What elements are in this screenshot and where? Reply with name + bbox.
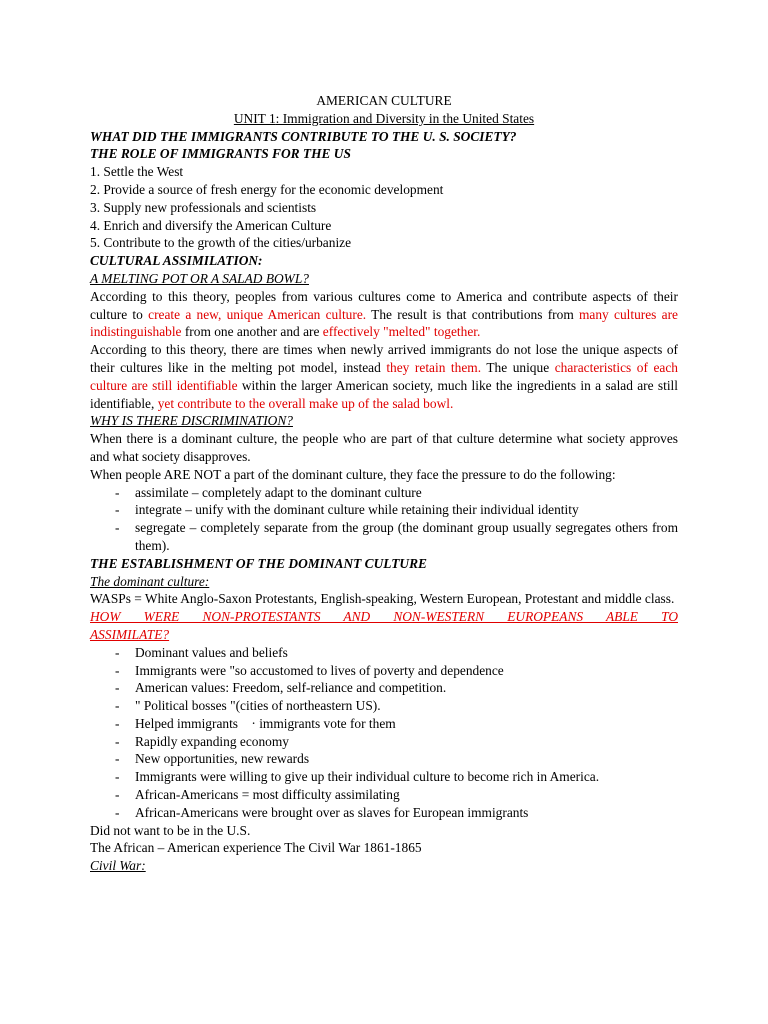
role-item: 5. Contribute to the growth of the cities/urbanize <box>90 235 352 251</box>
dash-bullet: - <box>115 484 120 500</box>
highlight-text: they retain them. <box>386 359 482 375</box>
list-item-text: assimilate – completely adapt to the dominant culture <box>135 484 422 500</box>
list-item-text: African-Americans = most difficulty assimilating <box>135 787 400 803</box>
document-subtitle <box>90 110 678 128</box>
role-item: 4. Enrich and diversify the American Culture <box>90 217 332 233</box>
paragraph-pressure: When people ARE NOT a part of the dominant culture, they face the pressure to do the following: <box>90 466 616 482</box>
list-item <box>90 697 678 715</box>
list-item-text: Immigrants were willing to give up their individual culture to become rich in America. <box>135 769 600 785</box>
dash-bullet: - <box>115 644 120 660</box>
line-did-not-want: Did not want to be in the U.S. <box>90 822 251 838</box>
dash-bullet: - <box>115 715 120 731</box>
highlight-text: effectively "melted" together. <box>322 324 481 340</box>
list-item <box>90 786 678 804</box>
role-item: 1. Settle the West <box>90 164 184 180</box>
highlight-text: characteristics of each culture are still identifiable <box>90 359 679 393</box>
list-item-text: American values: Freedom, self-reliance and competition. <box>135 680 447 696</box>
text-run: According to this theory, there are times when newly arrived immigrants do not lose the unique aspects of their cultures like in the melting pot model, instead <box>90 342 678 375</box>
line-experience: The African – American experience The Civil War 1861-1865 <box>90 840 422 856</box>
dash-bullet: - <box>115 502 120 518</box>
heading-contribute: WHAT DID THE IMMIGRANTS CONTRIBUTE TO THE U. S. SOCIETY? <box>90 128 517 144</box>
dash-bullet: - <box>115 751 120 767</box>
list-item <box>90 715 678 733</box>
dash-bullet: - <box>115 662 120 678</box>
document-page <box>90 92 678 875</box>
list-item-text: " Political bosses "(cities of northeastern US). <box>135 698 381 714</box>
pressure-list <box>90 484 678 555</box>
list-item-text: Helped immigrants · immigrants vote for them <box>135 715 396 731</box>
dash-bullet: - <box>115 520 120 536</box>
paragraph-dominant: When there is a dominant culture, the people who are part of that culture determine what society approves and what society disapproves. <box>90 431 678 464</box>
text-run: The result is that contributions from <box>366 306 579 322</box>
dash-bullet: - <box>115 769 120 785</box>
role-item: 3. Supply new professionals and scientists <box>90 199 317 215</box>
list-item-text: African-Americans were brought over as slaves for European immigrants <box>135 804 529 820</box>
heading-melting-pot: A MELTING POT OR A SALAD BOWL? <box>90 270 309 286</box>
text-run: from one another and are <box>181 324 323 340</box>
list-item <box>90 484 678 502</box>
dash-bullet: - <box>115 698 120 714</box>
list-item <box>90 519 678 555</box>
unit-topic: : Immigration and Diversity in the United States <box>275 110 535 126</box>
list-item-text: Dominant values and beliefs <box>135 644 288 660</box>
list-item <box>90 662 678 680</box>
heading-discrimination: WHY IS THERE DISCRIMINATION? <box>90 413 293 429</box>
heading-civil-war: Civil War: <box>90 858 146 874</box>
text-run: within the larger American society, much like the ingredients in a salad are still identifiable, <box>90 377 678 411</box>
paragraph-melting-pot <box>90 288 678 341</box>
heading-role: THE ROLE OF IMMIGRANTS FOR THE US <box>90 146 351 162</box>
list-item-text: segregate – completely separate from the group (the dominant group usually segregates others from them). <box>135 520 678 553</box>
text-run: The unique <box>481 359 555 375</box>
heading-assimilation: CULTURAL ASSIMILATION: <box>90 253 263 269</box>
heading-establishment: THE ESTABLISHMENT OF THE DOMINANT CULTURE <box>90 555 427 571</box>
unit-label: UNIT 1 <box>233 110 276 126</box>
list-item <box>90 644 678 662</box>
list-item-text: Rapidly expanding economy <box>135 733 289 749</box>
dash-bullet: - <box>115 733 120 749</box>
highlight-text: yet contribute to the overall make up of the salad bowl. <box>157 395 454 411</box>
dash-bullet: - <box>115 804 120 820</box>
heading-how-assimilate-cont: ASSIMILATE? <box>90 626 170 642</box>
document-title: AMERICAN CULTURE <box>316 93 452 108</box>
list-item <box>90 733 678 751</box>
list-item <box>90 768 678 786</box>
label-dominant-culture: The dominant culture: <box>90 573 210 589</box>
highlight-text: many cultures are indistinguishable <box>90 306 679 340</box>
list-item <box>90 679 678 697</box>
list-item-text: integrate – unify with the dominant culture while retaining their individual identity <box>135 502 579 518</box>
factor-list <box>90 644 678 822</box>
list-item-text: Immigrants were "so accustomed to lives of poverty and dependence <box>135 662 504 678</box>
role-item: 2. Provide a source of fresh energy for the economic development <box>90 181 444 197</box>
dash-bullet: - <box>115 787 120 803</box>
list-item-text: New opportunities, new rewards <box>135 751 310 767</box>
dash-bullet: - <box>115 680 120 696</box>
highlight-text: create a new, unique American culture. <box>148 306 367 322</box>
text-run: According to this theory, peoples from various cultures come to America and contribute aspects of their culture to <box>90 288 678 322</box>
paragraph-salad-bowl <box>90 341 678 412</box>
list-item <box>90 750 678 768</box>
list-item <box>90 501 678 519</box>
heading-how-assimilate: HOW WERE NON-PROTESTANTS AND NON-WESTERN EUROPEANS ABLE TO <box>90 609 678 625</box>
list-item <box>90 804 678 822</box>
paragraph-wasps: WASPs = White Anglo-Saxon Protestants, English-speaking, Western European, Protestant and middle class. <box>90 591 675 607</box>
